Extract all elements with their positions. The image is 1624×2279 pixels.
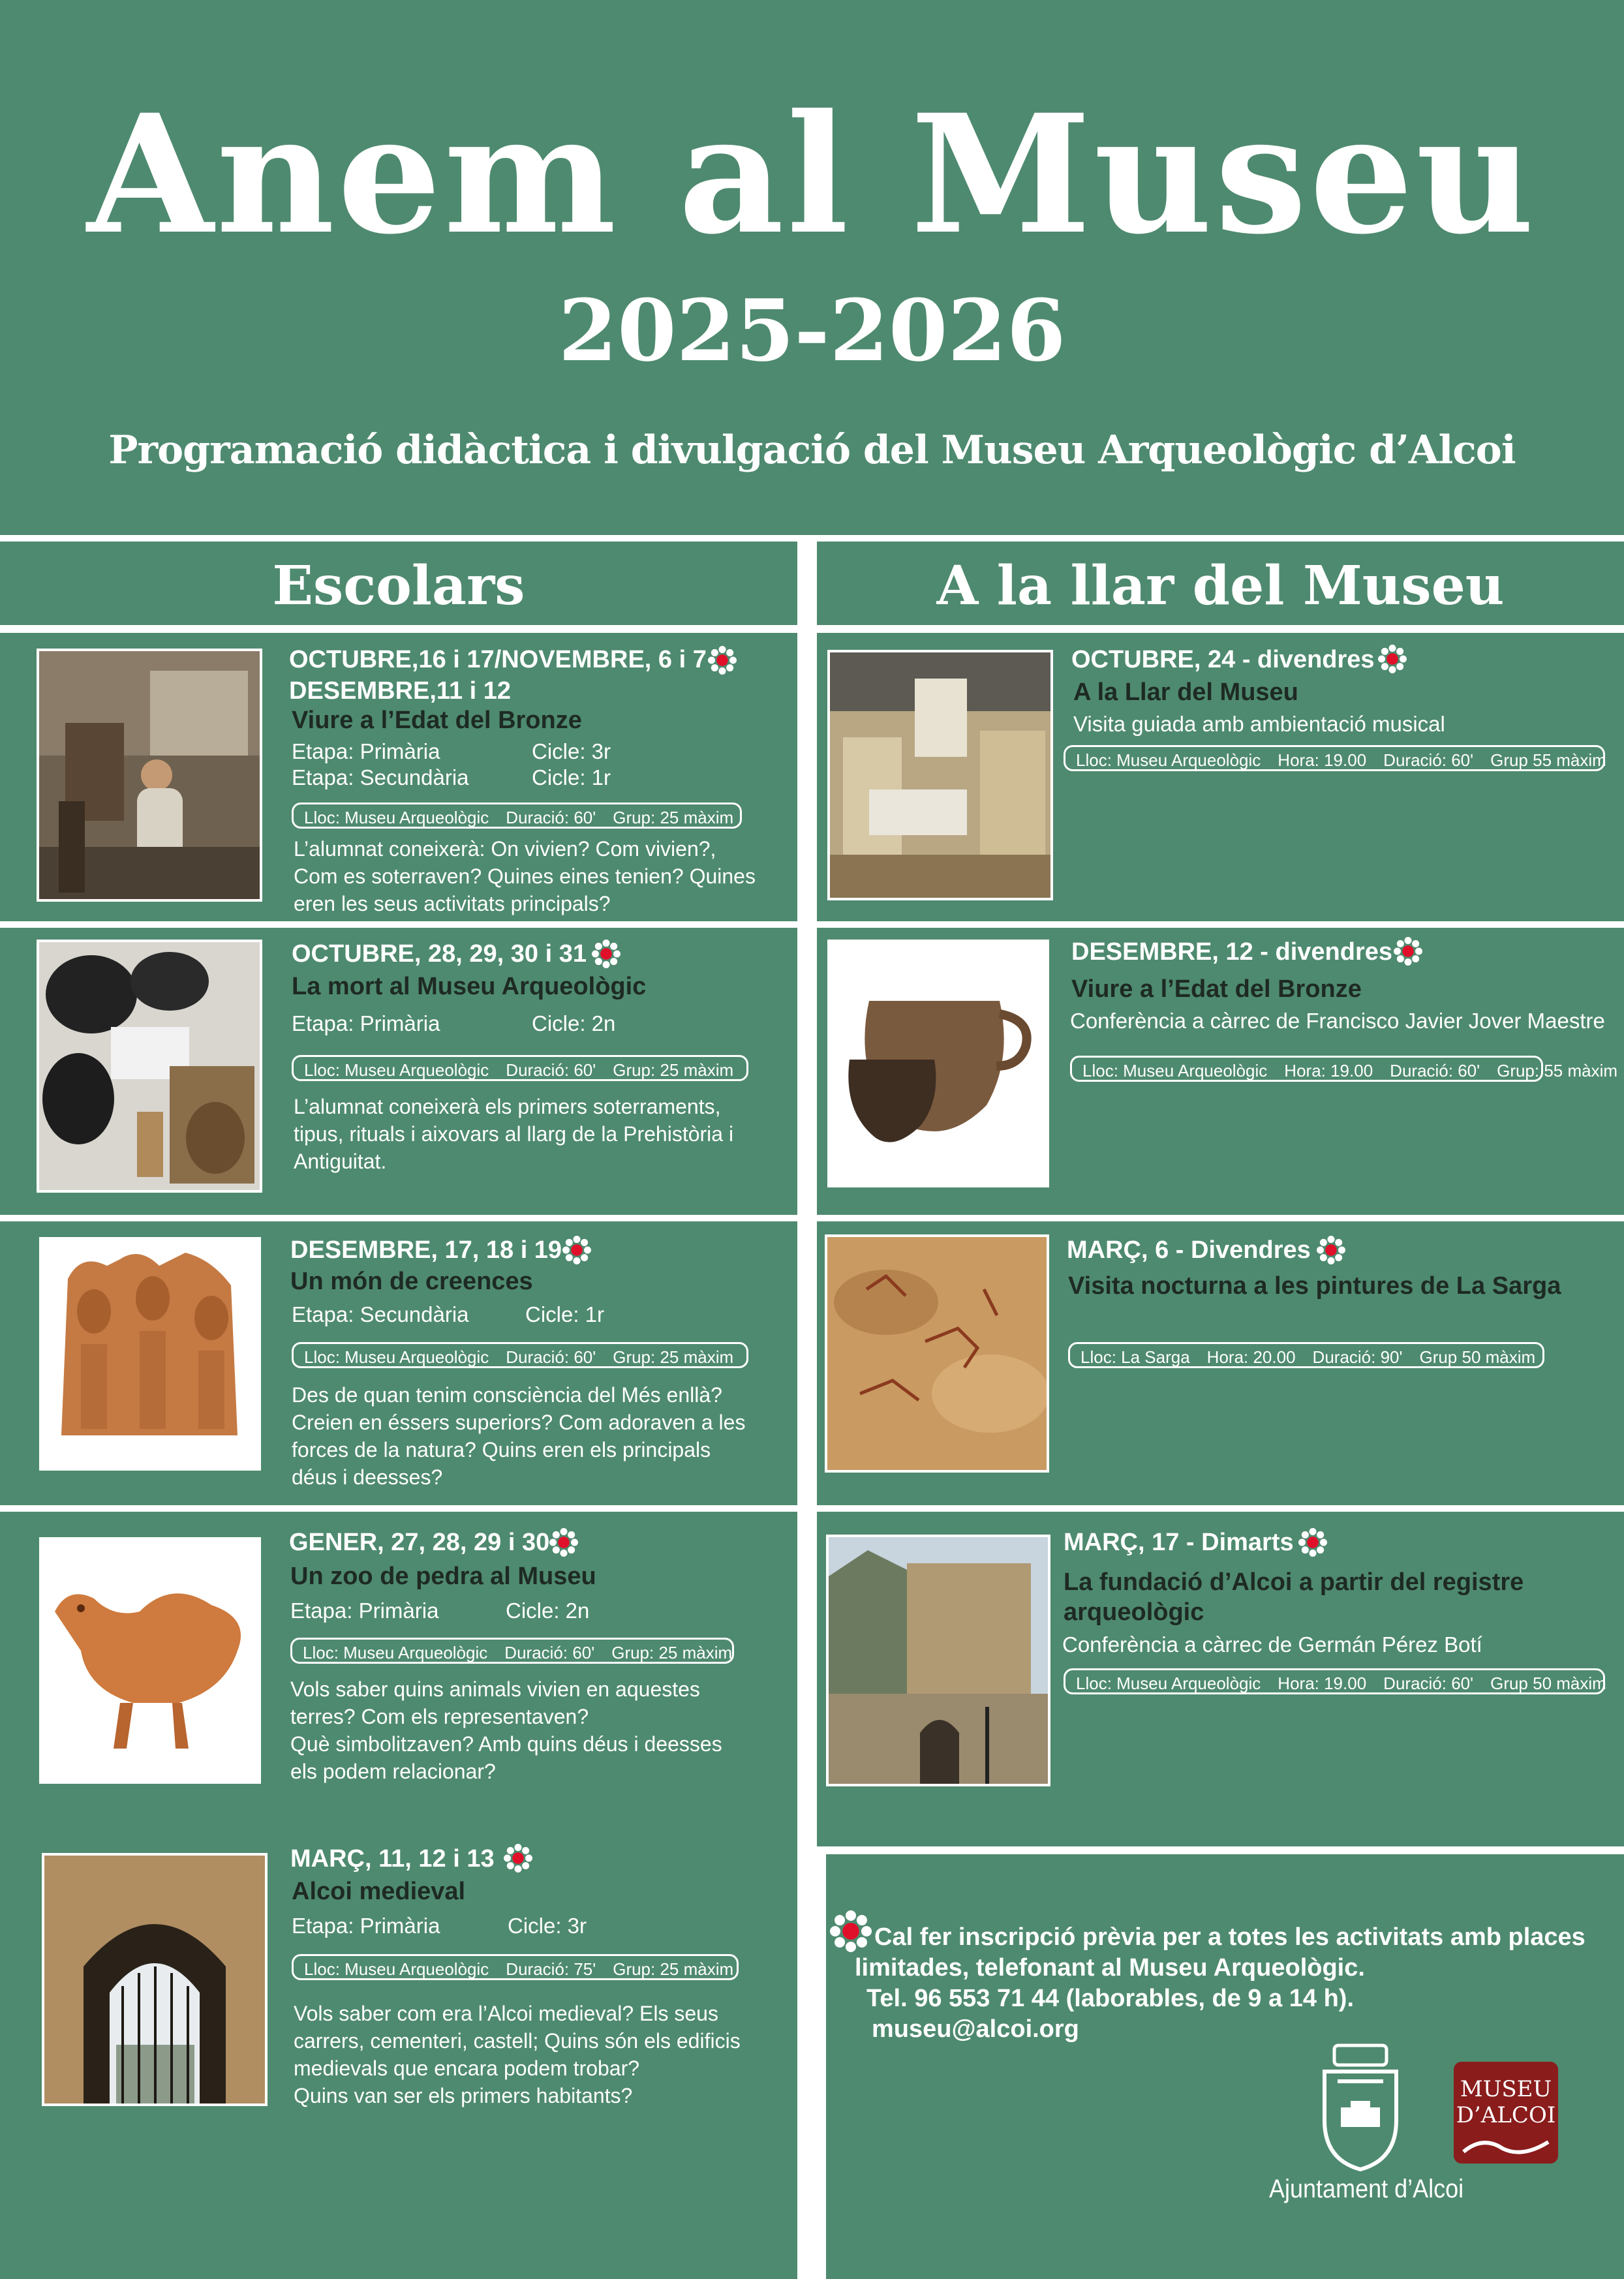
- escolar-5-etapa: Etapa: Primària: [292, 1914, 440, 1938]
- lloc: Lloc: Museu Arqueològic: [1076, 750, 1261, 770]
- grup: Grup: 25 màxim: [613, 808, 734, 827]
- escolar-3-etapa: Etapa: Secundària: [292, 1302, 469, 1326]
- duracio: Duració: 60': [1390, 1061, 1480, 1080]
- llar-4-sub: Conferència a càrrec de Germán Pérez Botí: [1062, 1632, 1482, 1657]
- logo-wave-icon: [1457, 2132, 1555, 2158]
- lloc: Lloc: Museu Arqueològic: [304, 1347, 489, 1367]
- grup: Grup: 55 màxim: [1497, 1061, 1618, 1080]
- escolar-1-cicle2: Cicle: 1r: [532, 765, 611, 789]
- llar-4-name2: arqueològic: [1064, 1598, 1204, 1626]
- duracio: Duració: 60': [506, 1347, 596, 1367]
- photo-medieval-gate: [42, 1853, 268, 2106]
- llar-4-date: MARÇ, 17 - Dimarts: [1064, 1529, 1294, 1556]
- photo-alcoi-tower: [826, 1535, 1050, 1786]
- desc-line: L’alumnat coneixerà: On vivien? Com vivien?,: [294, 837, 716, 861]
- desc-line: Quins van ser els primers habitants?: [294, 2084, 633, 2107]
- duracio: Duració: 60': [1383, 750, 1474, 770]
- llar-2-sub: Conferència a càrrec de Francisco Javier Jover Maestre: [1070, 1009, 1605, 1033]
- flower-icon: [1298, 1528, 1327, 1557]
- escolar-4-date: GENER, 27, 28, 29 i 30: [289, 1529, 550, 1556]
- registration-note: [855, 1922, 1586, 2045]
- escolar-3-cicle: Cicle: 1r: [525, 1302, 605, 1326]
- grup: Grup 50 màxim: [1490, 1674, 1606, 1693]
- escolar-4-name: Un zoo de pedra al Museu: [290, 1563, 596, 1590]
- ajuntament-logo: [1311, 2042, 1409, 2173]
- duracio: Duració: 75': [506, 1959, 596, 1979]
- desc-line: Vols saber quins animals vivien en aquestes: [290, 1677, 700, 1701]
- llar-3-date: MARÇ, 6 - Divendres: [1067, 1236, 1311, 1264]
- desc-line: eren les seus activitats principals?: [294, 892, 611, 915]
- photo-clay-bird: [39, 1537, 261, 1784]
- escolar-2-cicle: Cicle: 2n: [532, 1011, 616, 1035]
- escolar-1-desc: [294, 835, 756, 917]
- duracio: Duració: 60': [1383, 1674, 1474, 1693]
- hora: Hora: 19.00: [1278, 750, 1367, 770]
- photo-clay-figures: [39, 1237, 261, 1471]
- escolar-3-name: Un món de creences: [290, 1268, 533, 1295]
- grup: Grup 55 màxim: [1490, 750, 1606, 770]
- llar-1-sub: Visita guiada amb ambientació musical: [1073, 712, 1445, 736]
- escolar-4-details: [290, 1638, 734, 1664]
- llar-1-date: OCTUBRE, 24 - divendres: [1071, 646, 1375, 673]
- desc-line: Vols saber com era l’Alcoi medieval? Els seus: [294, 2002, 718, 2025]
- hora: Hora: 19.00: [1278, 1674, 1367, 1693]
- llar-3-name: Visita nocturna a les pintures de La Sarga: [1068, 1272, 1561, 1300]
- escolar-2-etapa: Etapa: Primària: [292, 1011, 440, 1035]
- duracio: Duració: 60': [506, 808, 596, 827]
- page-title: Anem al Museu: [87, 78, 1537, 270]
- flower-icon: [549, 1528, 578, 1557]
- lloc: Lloc: Museu Arqueològic: [304, 1959, 489, 1979]
- note-email[interactable]: museu@alcoi.org: [872, 2015, 1079, 2043]
- escolar-1-date: OCTUBRE,16 i 17/NOVEMBRE, 6 i 7: [289, 646, 707, 673]
- escolar-4-cicle: Cicle: 2n: [506, 1598, 590, 1623]
- flower-icon: [592, 940, 620, 968]
- escolar-1-date2: DESEMBRE,11 i 12: [289, 677, 512, 705]
- photo-students-activity: [37, 940, 262, 1193]
- desc-line: els podem relacionar?: [290, 1760, 496, 1783]
- llar-1-details: [1064, 745, 1605, 771]
- photo-cave-paintings: [825, 1234, 1049, 1473]
- duracio: Duració: 90': [1312, 1347, 1403, 1367]
- desc-line: carrers, cementeri, castell; Quins són els edificis: [294, 2029, 741, 2053]
- logo-text-2: D’ALCOI: [1456, 2102, 1556, 2128]
- grup: Grup: 25 màxim: [613, 1959, 734, 1979]
- escolar-3-desc: [292, 1381, 745, 1491]
- photo-bronze-age-scene: [37, 649, 262, 902]
- photo-museum-hall: [827, 650, 1053, 900]
- lloc: Lloc: La Sarga: [1080, 1347, 1190, 1367]
- escolar-1-cicle: Cicle: 3r: [532, 739, 611, 763]
- note-line: limitades, telefonant al Museu Arqueològic.: [855, 1954, 1365, 1981]
- desc-line: Com es soterraven? Quines eines tenien? Quines: [294, 864, 756, 888]
- desc-line: tipus, rituals i aixovars al llarg de la Prehistòria i: [294, 1122, 734, 1146]
- desc-line: déus i deesses?: [292, 1465, 443, 1489]
- flower-icon: [1378, 645, 1407, 673]
- escolar-5-cicle: Cicle: 3r: [508, 1914, 587, 1938]
- escolar-3-details: [292, 1342, 748, 1368]
- museu-alcoi-logo: [1454, 2062, 1558, 2164]
- desc-line: forces de la natura? Quins eren els principals: [292, 1438, 711, 1461]
- escolar-5-details: [292, 1954, 739, 1980]
- escolar-5-desc: [294, 2000, 741, 2109]
- desc-line: terres? Com els representaven?: [290, 1705, 589, 1728]
- flower-icon: [1394, 937, 1422, 966]
- desc-line: L’alumnat coneixerà els primers soterraments,: [294, 1095, 721, 1118]
- duracio: Duració: 60': [506, 1060, 596, 1080]
- section-llar: A la llar del Museu: [936, 555, 1505, 617]
- escolar-1-details: [292, 803, 742, 829]
- llar-4-details: [1064, 1668, 1605, 1694]
- llar-4-name: La fundació d’Alcoi a partir del registre: [1064, 1568, 1524, 1596]
- lloc: Lloc: Museu Arqueològic: [304, 1060, 489, 1080]
- grup: Grup: 25 màxim: [613, 1060, 734, 1080]
- llar-2-details: [1070, 1056, 1618, 1082]
- escolar-4-desc: [290, 1675, 722, 1785]
- flower-icon: [708, 646, 737, 675]
- desc-line: Des de quan tenim consciència del Més enllà?: [292, 1383, 722, 1407]
- lloc: Lloc: Museu Arqueològic: [1082, 1061, 1268, 1080]
- desc-line: medievals que encara podem trobar?: [294, 2057, 640, 2080]
- flower-icon: [562, 1236, 591, 1264]
- desc-line: Antiguitat.: [294, 1150, 387, 1173]
- escolar-2-desc: [294, 1093, 733, 1175]
- subtitle: Programació didàctica i divulgació del Museu Arqueològic d’Alcoi: [108, 427, 1516, 473]
- grup: Grup: 25 màxim: [611, 1643, 733, 1662]
- hora: Hora: 19.00: [1284, 1061, 1373, 1080]
- escolar-2-date: OCTUBRE, 28, 29, 30 i 31: [292, 940, 587, 968]
- escolar-5-date: MARÇ, 11, 12 i 13: [290, 1845, 495, 1873]
- escolar-2-name: La mort al Museu Arqueològic: [292, 973, 647, 1000]
- note-line: Cal fer inscripció prèvia per a totes les activitats amb places: [874, 1923, 1586, 1951]
- photo-bronze-pots: [827, 940, 1049, 1187]
- years: 2025-2026: [558, 281, 1066, 380]
- lloc: Lloc: Museu Arqueològic: [303, 1643, 488, 1662]
- note-phone: Tel. 96 553 71 44 (laborables, de 9 a 14 h).: [866, 1985, 1355, 2012]
- grup: Grup 50 màxim: [1419, 1347, 1536, 1367]
- hora: Hora: 20.00: [1206, 1347, 1296, 1367]
- logo-text-1: MUSEU: [1460, 2076, 1552, 2102]
- flower-icon: [504, 1844, 532, 1873]
- escolar-1-etapa2: Etapa: Secundària: [292, 765, 469, 789]
- flower-icon: [1317, 1236, 1345, 1264]
- grup: Grup: 25 màxim: [613, 1347, 734, 1367]
- flower-icon: [830, 1910, 872, 1952]
- llar-3-details: [1068, 1342, 1544, 1368]
- escolar-1-etapa: Etapa: Primària: [292, 739, 440, 763]
- lloc: Lloc: Museu Arqueològic: [1076, 1674, 1261, 1693]
- ajuntament-label: Ajuntament d’Alcoi: [1269, 2175, 1464, 2203]
- duracio: Duració: 60': [504, 1643, 595, 1662]
- escolar-3-date: DESEMBRE, 17, 18 i 19: [290, 1236, 562, 1264]
- desc-line: Què simbolitzaven? Amb quins déus i deesses: [290, 1732, 722, 1756]
- desc-line: Creien en éssers superiors? Com adoraven a les: [292, 1411, 746, 1434]
- llar-2-date: DESEMBRE, 12 - divendres: [1071, 938, 1393, 966]
- escolar-2-details: [292, 1055, 748, 1081]
- escolar-5-name: Alcoi medieval: [292, 1878, 466, 1905]
- lloc: Lloc: Museu Arqueològic: [304, 808, 489, 827]
- llar-2-name: Viure a l’Edat del Bronze: [1071, 975, 1362, 1003]
- escolar-4-etapa: Etapa: Primària: [290, 1598, 439, 1623]
- llar-1-name: A la Llar del Museu: [1073, 679, 1298, 706]
- coat-of-arms-icon: [1311, 2042, 1409, 2173]
- section-escolars: Escolars: [272, 555, 525, 617]
- escolar-1-name: Viure a l’Edat del Bronze: [292, 707, 582, 734]
